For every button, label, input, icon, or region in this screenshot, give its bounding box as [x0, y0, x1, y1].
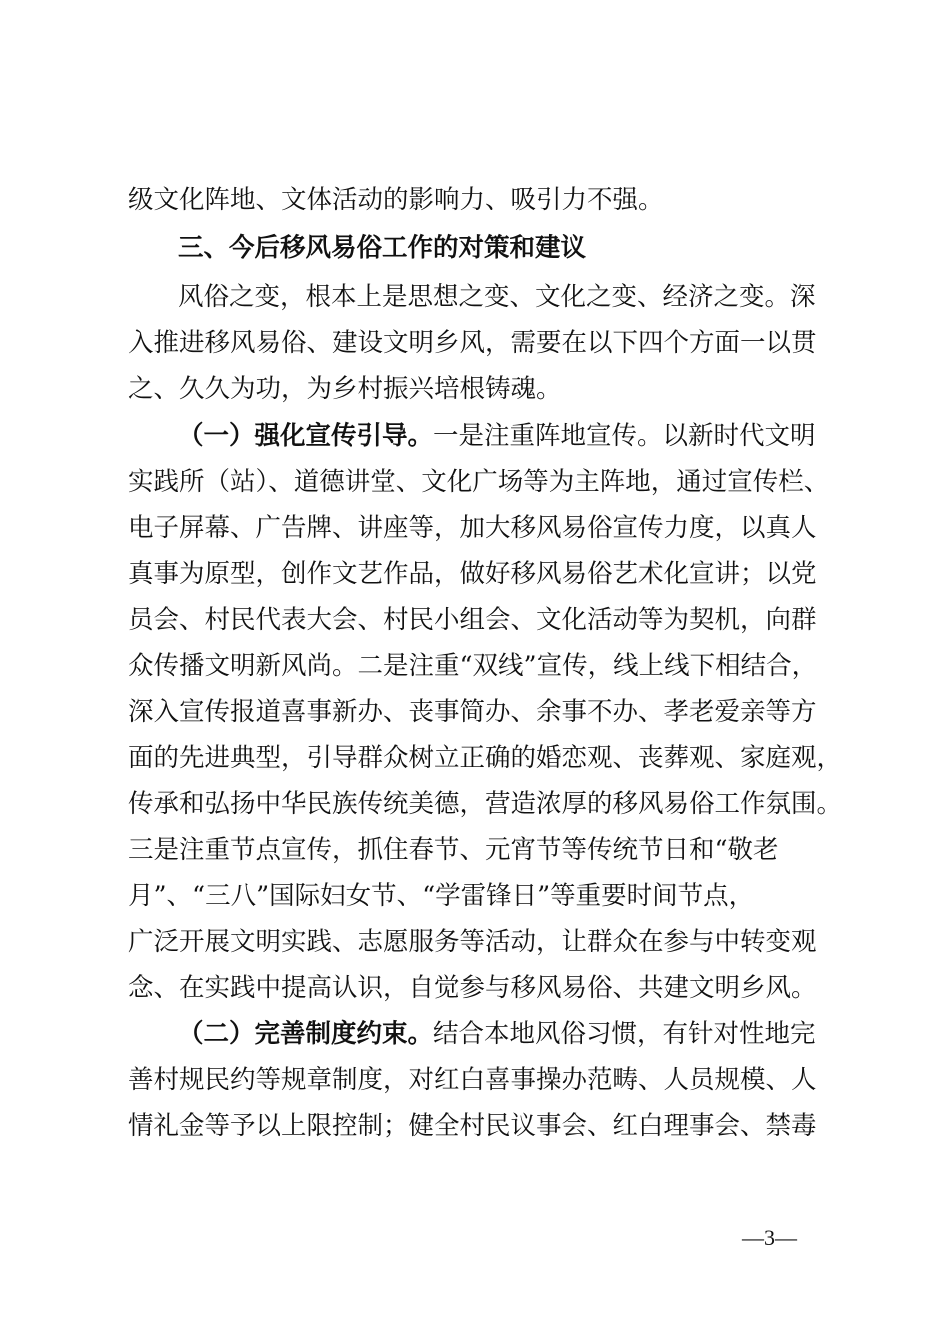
paragraph-line [178, 1019, 816, 1049]
body-text-line: 三是注重节点宣传，抓住春节、元宵节等传统节日和“敬老 [128, 835, 779, 865]
body-text-line: 风俗之变，根本上是思想之变、文化之变、经济之变。深 [178, 282, 816, 312]
body-text-line: 传承和弘扬中华民族传统美德，营造浓厚的移风易俗工作氛围。 [128, 789, 843, 819]
body-text-line: 深入宣传报道喜事新办、丧事简办、余事不办、孝老爱亲等方 [128, 697, 817, 727]
subsection-heading: （一）强化宣传引导。 [178, 421, 434, 451]
body-text-line: 电子屏幕、广告牌、讲座等，加大移风易俗宣传力度，以真人 [128, 513, 817, 543]
subsection-heading: （二）完善制度约束。 [178, 1019, 434, 1049]
body-text-line: 念、在实践中提高认识，自觉参与移风易俗、共建文明乡风。 [128, 973, 817, 1003]
body-text-line: 月”、“三八”国际妇女节、“学雷锋日”等重要时间节点， [128, 881, 755, 911]
page-number: —3— [742, 1225, 797, 1250]
paragraph-line [178, 421, 816, 451]
body-text-span: 结合本地风俗习惯，有针对性地完 [433, 1019, 816, 1049]
body-text-line: 面的先进典型，引导群众树立正确的婚恋观、丧葬观、家庭观， [128, 743, 843, 773]
body-text-span: 一是注重阵地宣传。以新时代文明 [433, 421, 816, 451]
body-text-line: 众传播文明新风尚。二是注重“双线”宣传，线上线下相结合， [128, 651, 818, 681]
body-text-line: 级文化阵地、文体活动的影响力、吸引力不强。 [128, 185, 664, 215]
body-text-line: 入推进移风易俗、建设文明乡风，需要在以下四个方面一以贯 [128, 328, 817, 358]
body-text-line: 善村规民约等规章制度，对红白喜事操办范畴、人员规模、人 [128, 1065, 817, 1095]
body-text-line: 真事为原型，创作文艺作品，做好移风易俗艺术化宣讲；以党 [128, 559, 817, 589]
body-text-line: 情礼金等予以上限控制；健全村民议事会、红白理事会、禁毒 [128, 1111, 817, 1141]
body-text-line: 广泛开展文明实践、志愿服务等活动，让群众在参与中转变观 [128, 927, 817, 957]
body-text-line: 之、久久为功，为乡村振兴培根铸魂。 [128, 374, 562, 404]
section-heading: 三、今后移风易俗工作的对策和建议 [178, 233, 587, 263]
body-text-line: 实践所（站）、道德讲堂、文化广场等为主阵地，通过宣传栏、 [128, 467, 830, 497]
body-text-line: 员会、村民代表大会、村民小组会、文化活动等为契机，向群 [128, 605, 817, 635]
